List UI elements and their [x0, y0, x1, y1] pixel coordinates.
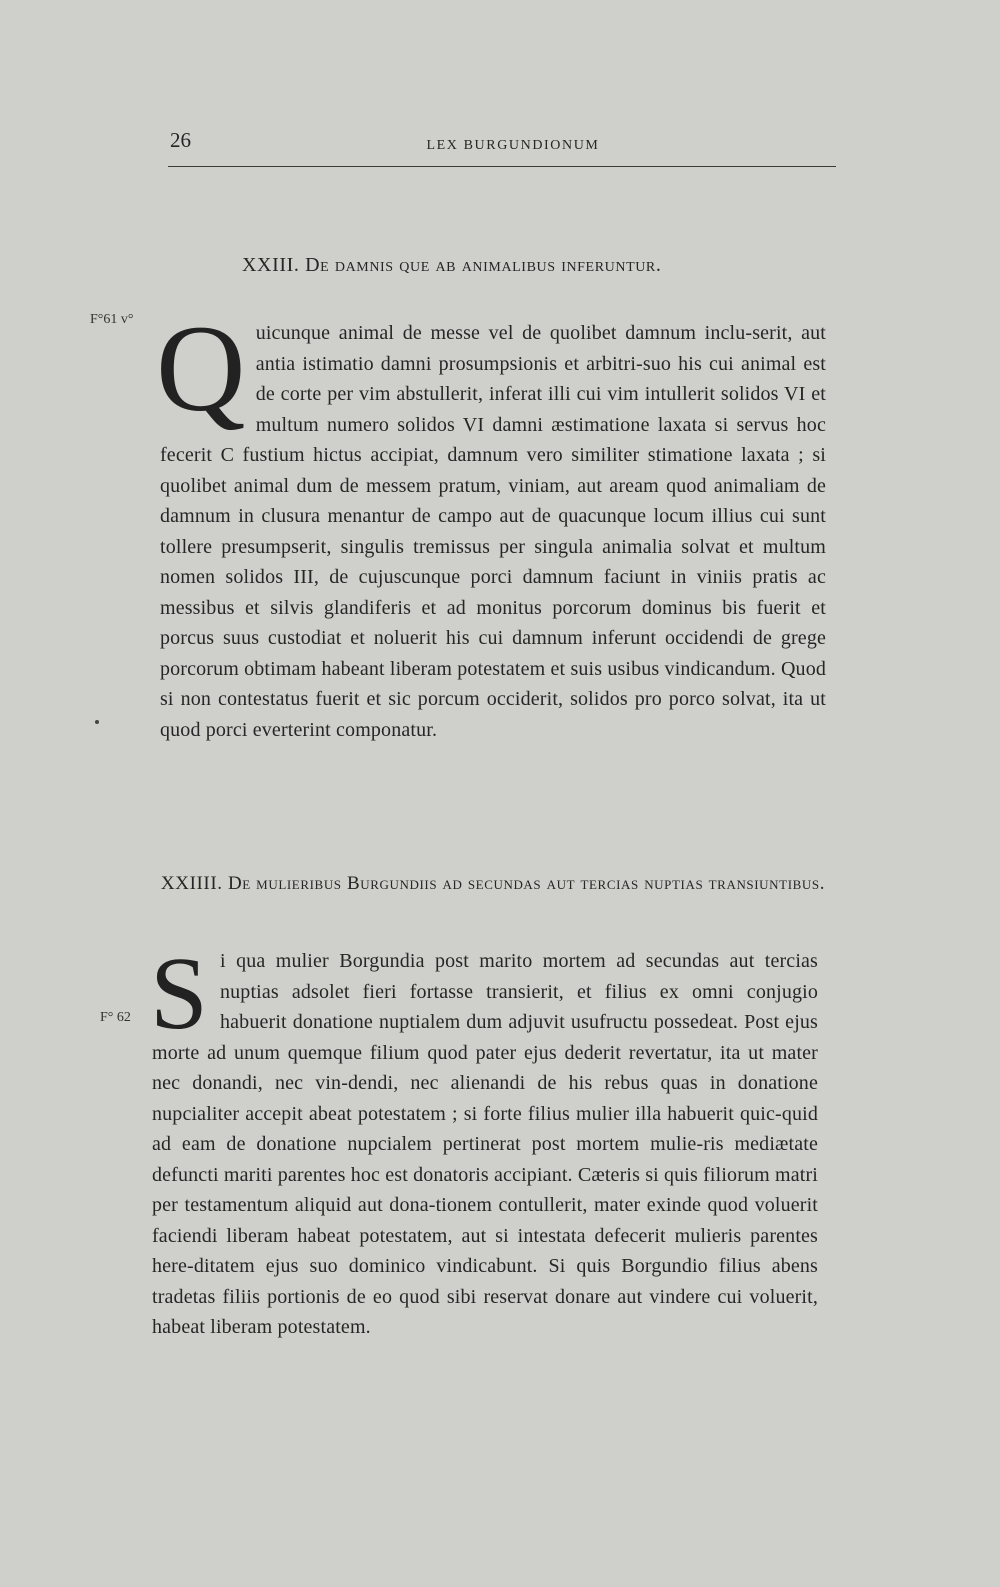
- chapter-23-title: XXIII. De damnis que ab animalibus inferuntur.: [242, 254, 662, 276]
- folio-note-61v: F°61 v°: [90, 312, 134, 327]
- chapter-24-title: XXIIII. De mulieribus Burgundiis ad secundas aut tercias nuptias transiuntibus.: [160, 873, 826, 894]
- running-title: LEX BURGUNDIONUM: [426, 138, 600, 153]
- chapter-23-body: [156, 300, 826, 745]
- running-head: [168, 128, 836, 176]
- chapter-24-body: [150, 936, 818, 1343]
- drop-initial-s: S: [150, 936, 208, 1051]
- header-rule: [168, 166, 836, 167]
- page-number: 26: [170, 128, 191, 152]
- chapter-23-text: uicunque animal de messe vel de quolibet damnum inclu-serit, aut antia istimatio damni prosumpsionis et arbitri-suo his cui animal est de corte per vim abstullerit, inferat illi cui vim intullerit solidos VI et multum numero solidos VI damni æstimatione laxata si servus hoc fecerit C fustium hictus accipiat, damnum vero similiter stimatione laxata ; si quolibet animal dum de messem pratum, viniam, aut aream quod animaliam de damnum in clusura menantur de campo aut de quacunque locum illius cui sunt tollere presumpserit, singulis tremissus per singula animalia solvat et multum nomen solidos III, de cujuscunque porci damnum faciunt in viniis pratis ac messibus et silvis glandiferis et ad monitus porcorum dominus bis fuerit et porcus suus custodiat et noluerit his cui damnum inferunt occidendi de grege porcorum obtimam habeant liberam potestatem et suis usibus vindicandum. Quod si non contestatus fuerit et sic porcum occiderit, solidos pro porco solvat, ita ut quod porci everterint componatur.: [160, 322, 826, 741]
- chapter-24-text: i qua mulier Borgundia post marito mortem ad secundas aut tercias nuptias adsolet fieri fortasse transierit, et filius ex omni conjugio habuerit donatione nuptialem dum adjuvit usufructu possedeat. Post ejus morte ad unum quemque filium quod pater ejus dederit revertatur, ita ut mater nec donandi, nec vin-dendi, nec alienandi de his rebus quas in donatione nupcialiter accepit abeat potestatem ; si forte filius mulier illa habuerit quic-quid ad eam de donatione nupcialem pertinerat post mortem mulie-ris mediætate defuncti mariti parentes hoc est donatoris accipiant. Cæteris si quis filiorum matri per testamentum aliquid aut dona-tionem contullerit, mater exinde quod voluerit faciendi liberam habeat potestatem, aut si intestata defecerit mulieris parentes here-ditatem ejus suo dominico vindicabunt. Si quis Borgundio filius abens tradetas filiis portionis de eo quod sibi reservat donare aut vindere cui voluerit, habeat liberam potestatem.: [152, 950, 818, 1338]
- drop-initial-q: Q: [156, 300, 246, 437]
- margin-mark: [95, 720, 99, 724]
- folio-note-62: F° 62: [100, 1010, 131, 1025]
